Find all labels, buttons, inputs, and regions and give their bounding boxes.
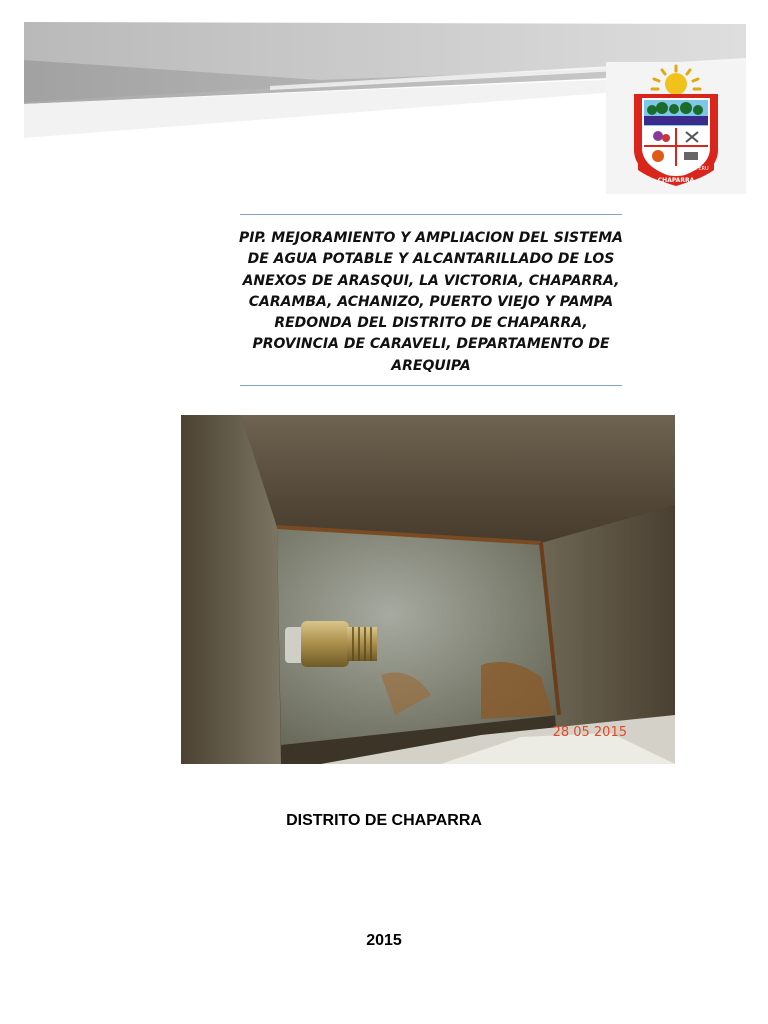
svg-text:CHAPARRA: CHAPARRA — [657, 177, 695, 184]
title-line: AREQUIPA — [391, 357, 471, 374]
district-label: DISTRITO DE CHAPARRA — [286, 812, 482, 829]
title-line: DE AGUA POTABLE Y ALCANTARILLADO DE LOS — [247, 251, 615, 268]
title-rule-bottom — [240, 385, 622, 386]
title-line: PIP. MEJORAMIENTO Y AMPLIACION DEL SISTEMA — [238, 230, 624, 246]
year-label: 2015 — [366, 932, 402, 949]
title-line: REDONDA DEL DISTRITO DE CHAPARRA, — [274, 315, 588, 332]
title-line: ANEXOS DE ARASQUI, LA VICTORIA, CHAPARRA, — [242, 272, 620, 289]
water-tank-photo — [181, 415, 675, 764]
photo-date-stamp: 28 05 2015 — [552, 725, 627, 740]
document-title — [236, 228, 626, 377]
svg-text:PERU: PERU — [695, 166, 709, 172]
title-line: PROVINCIA DE CARAVELI, DEPARTAMENTO DE — [252, 336, 610, 353]
brass-valve-icon — [285, 621, 377, 667]
title-line: CARAMBA, ACHANIZO, PUERTO VIEJO Y PAMPA — [248, 293, 614, 310]
municipality-logo — [606, 62, 746, 194]
title-rule-top — [240, 214, 622, 215]
